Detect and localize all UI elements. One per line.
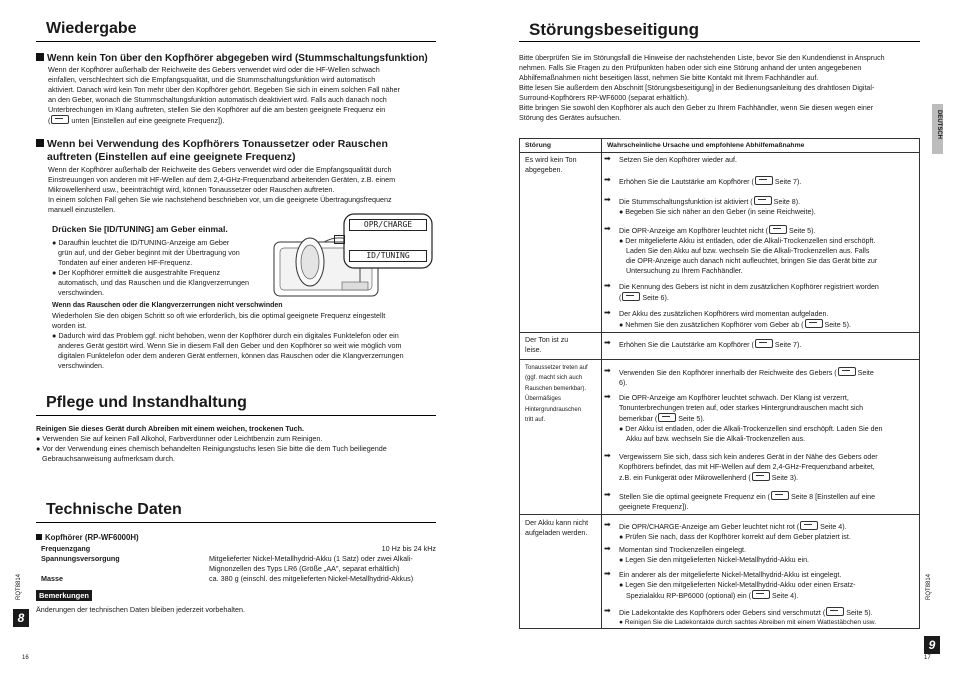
arrow-right-icon: ➡ [604, 569, 611, 578]
arrow-right-icon: ➡ [604, 224, 611, 233]
page-reference-icon [800, 521, 818, 530]
page-reference-icon [622, 292, 640, 301]
remedy: Die Kennung des Gebers ist nicht in dem zusätzlichen Kopfhörer registriert worden ( Seite 6). [619, 283, 879, 302]
opr-charge-button[interactable]: OPR/CHARGE [349, 219, 427, 231]
problem-no-sound: Es wird kein Ton abgegeben. [525, 156, 577, 174]
arrow-right-icon: ➡ [604, 281, 611, 290]
remedy: Der Akku des zusätzlichen Kopfhörers wird momentan aufgeladen. ● Nehmen Sie den zusätzlichen Kopfhörer vom Geber ab ( Seite 5). [619, 310, 851, 329]
remedy: Die OPR-Anzeige am Kopfhörer leuchtet schwach. Der Klang ist verzerrt, Tonunterbrechungen treten auf, oder starkes Hintergrundrauschen macht sich bemerkbar ( Seite 5). ● Der Akku ist entladen, oder die Alkali-Trockenzellen sind erschöpft. Laden Sie den Akku auf bzw. wechseln Sie die Alkali-Trockenzellen aus. [619, 394, 883, 443]
indicator-light-icon [334, 235, 345, 244]
remedy: Verwenden Sie den Kopfhörer innerhalb der Reichweite des Gebers ( Seite 6). [619, 369, 874, 387]
heading-muting: Wenn kein Ton über den Kopfhörer abgegeben wird (Stummschaltungsfunktion) [36, 53, 428, 66]
doc-code-left: RQT8814 [16, 573, 22, 600]
care-text: Reinigen Sie dieses Gerät durch Abreiben mit einem weichen, trockenen Tuch. ● Verwenden Sie auf keinen Fall Alkohol, Farbverdünner oder Leichtbenzin zum Reinigen. ● Vor der Verwendung eines chemisch behandelten Reinigungstuchs lesen Sie bitte die dem Tuch beiliegende Gebrauchsanweisung aufmerksam durch. [36, 424, 387, 463]
spec-title: Kopfhörer (RP-WF6000H) [36, 533, 139, 542]
page-number: 16 [22, 655, 29, 661]
problem-too-quiet: Der Ton ist zu leise. [525, 336, 569, 354]
arrow-right-icon: ➡ [604, 392, 611, 401]
arrow-right-icon: ➡ [604, 366, 611, 375]
arrow-right-icon: ➡ [604, 175, 611, 184]
remedy: Die Ladekontakte des Kopfhörers oder Gebers sind verschmutzt ( Seite 5). ● Reinigen Sie die Ladekontakte durch sachtes Abreiben mit einem Wattestäbchen usw. [619, 609, 877, 626]
spec-row: Frequenzgang 10 Hz bis 24 kHz [41, 544, 436, 553]
square-bullet-icon [36, 534, 42, 540]
page-reference-icon [838, 367, 856, 376]
remedy: Setzen Sie den Kopfhörer wieder auf. [619, 156, 737, 164]
remedy: Die OPR/CHARGE-Anzeige am Geber leuchtet nicht rot ( Seite 4). ● Prüfen Sie nach, dass der Kopfhörer korrekt auf dem Geber platziert ist. [619, 523, 851, 541]
spec-row: Spannungsversorgung Mitgelieferter Nickel-Metallhydrid-Akku (1 Satz) oder zwei Alkali- Mignonzellen des Typs LR6 (Größe „AA", separat erhältlich) [41, 554, 413, 573]
heading-noise: Wenn bei Verwendung des Kopfhörers Tonaussetzer oder Rauschen auftreten (Einstellen auf eine geeignete Frequenz) [36, 138, 436, 163]
remedy: Erhöhen Sie die Lautstärke am Kopfhörer ( Seite 7). [619, 178, 802, 186]
page-reference-icon [51, 115, 69, 124]
section-title-pflege: Pflege und Instandhaltung [46, 394, 247, 411]
arrow-right-icon: ➡ [604, 490, 611, 499]
remedy: Die Stummschaltungsfunktion ist aktiviert ( Seite 8). ● Begeben Sie sich näher an den Geber (in seine Reichweite). [619, 198, 816, 216]
remedy: Die OPR-Anzeige am Kopfhörer leuchtet nicht ( Seite 5). ● Der mitgelieferte Akku ist entladen, oder die Alkali-Trockenzellen sind erschöpft. Laden Sie den Akku auf bzw. wechseln Sie die Alkali-Trockenzellen aus. Falls die OPR-Anzeige auch danach nicht aufleuchtet, bringen Sie das Gerät bitte zur Untersuchung zu Ihrem Fachhändler. [619, 227, 878, 275]
problem-no-charge: Der Akku kann nicht aufgeladen werden. [525, 519, 589, 537]
arrow-right-icon: ➡ [604, 451, 611, 460]
section-title-wiedergabe: Wiedergabe [46, 20, 137, 37]
title-rule [36, 415, 436, 416]
page-reference-icon [805, 319, 823, 328]
remedy: Stellen Sie die optimal geeignete Frequenz ein ( Seite 8 [Einstellen auf eine geeignete Frequenz]). [619, 493, 876, 511]
arrow-right-icon: ➡ [604, 195, 611, 204]
page-reference-icon [754, 196, 772, 205]
id-tuning-button[interactable]: ID/TUNING [349, 250, 427, 262]
bullets-id-tuning: ● Daraufhin leuchtet die ID/TUNING-Anzeige am Geber grün auf, und der Geber beginnt mit der Übertragung von Tondaten auf einer anderen HF-Frequenz. ● Der Kopfhörer ermittelt die ausgestrahlte Frequenz automatisch, und das Rauschen und die Klangverzerrungen verschwinden. [52, 238, 249, 297]
note-title: Wenn das Rauschen oder die Klangverzerrungen nicht verschwinden [52, 302, 283, 309]
page-number-badge: 8 [13, 609, 29, 627]
arrow-right-icon: ➡ [604, 338, 611, 347]
arrow-right-icon: ➡ [604, 154, 611, 163]
title-rule [36, 41, 436, 42]
spec-row: Masse ca. 380 g (einschl. des mitgelieferten Nickel-Metallhydrid-Akkus) [41, 574, 414, 583]
page-reference-icon [769, 225, 787, 234]
page-number: 17 [924, 655, 931, 661]
section-title-stoerung: Störungsbeseitigung [529, 20, 699, 39]
page-number-badge: 9 [924, 636, 940, 654]
square-bullet-icon [36, 53, 44, 61]
page-reference-icon [752, 472, 770, 481]
note-text: Wiederholen Sie den obigen Schritt so oft wie erforderlich, bis die optimal geeignete Frequenz eingestellt worden ist. ● Dadurch wird das Problem ggf. nicht behoben, wenn der Kopfhörer durch ein digitales Funktelefon oder ein anderes Gerät gestört wird. Wenn Sie in diesem Fall den Geber und den Kopfhörer so weit wie möglich vom digitalen Funktelefon oder dem anderen Gerät entfernen, können das Rauschen oder die Klangverzerrungen verschwinden. [52, 311, 404, 370]
problem-noise: Tonaussetzer treten auf (ggf. macht sich auch Rauschen bemerkbar). Übermäßiges Hintergrundrauschen tritt auf. [525, 365, 588, 424]
page-reference-icon [752, 590, 770, 599]
arrow-right-icon: ➡ [604, 544, 611, 553]
remarks-text: Änderungen der technischen Daten bleiben jederzeit vorbehalten. [36, 605, 245, 614]
column-header-stoerung: Störung [525, 142, 552, 149]
title-rule [519, 41, 920, 42]
title-rule [36, 522, 436, 523]
instruction-press-id-tuning: Drücken Sie [ID/TUNING] am Geber einmal. [52, 224, 228, 234]
page-reference-icon [771, 491, 789, 500]
remedy: Vergewissern Sie sich, dass sich kein anderes Gerät in der Nähe des Gebers oder Kopfhörers befindet, das mit HF-Wellen auf dem 2,4-GHz-Frequenzband arbeitet, z.B. ein Funkgerät oder Mikrowellenherd ( Seite 3). [619, 453, 878, 482]
page-reference-icon [755, 176, 773, 185]
page-reference-icon [658, 413, 676, 422]
column-header-ursache: Wahrscheinliche Ursache und empfohlene Abhilfemaßnahme [607, 142, 805, 149]
spec-table [41, 544, 436, 584]
square-bullet-icon [36, 139, 44, 147]
doc-code-right: RQT8814 [926, 573, 932, 600]
intro-text: Bitte überprüfen Sie im Störungsfall die Hinweise der nachstehenden Liste, bevor Sie den Kundendienst in Anspruch nehmen. Falls Sie Fragen zu den Prüfpunkten haben oder sich eine Störung anhand der unten angegebenen Abhilfemaßnahmen nicht beseitigen lässt, nehmen Sie bitte Kontakt mit Ihrem Fachhändler auf. Bitte lesen Sie außerdem den Abschnitt [Störungsbeseitigung] in der Bedienungsanleitung des drahtlosen Digital- Surround-Kopfhörers RP-WF6000 (separat erhältlich). Bitte bringen Sie sowohl den Kopfhörer als auch den Geber zu Ihrem Fachhändler, wenn Sie diesen wegen einer Störung des Gerätes aufsuchen. [519, 54, 885, 122]
remedy: Momentan sind Trockenzellen eingelegt. ● Legen Sie den mitgelieferten Nickel-Metallhydrid-Akku ein. [619, 546, 810, 564]
troubleshooting-table [519, 138, 920, 629]
arrow-right-icon: ➡ [604, 520, 611, 529]
paragraph-noise: Wenn der Kopfhörer außerhalb der Reichweite des Gebers verwendet wird oder die Empfangsqualität durch Einstreuungen von anderen mit HF-Wellen auf dem 2,4-GHz-Frequenzband arbeitenden Geräten, z.B. einem Mikrowellenherd usw., beeinträchtigt wird, können Tonaussetzer oder Rauschen auftreten. In einem solchen Fall gehen Sie wie nachstehend beschrieben vor, um die geeignete Übertragungsfrequenz manuell einzustellen. [48, 165, 396, 214]
page-reference-icon [755, 339, 773, 348]
arrow-right-icon: ➡ [604, 606, 611, 615]
remedy: Ein anderer als der mitgelieferte Nickel-Metallhydrid-Akku ist eingelegt. ● Legen Sie den mitgelieferten Nickel-Metallhydrid-Akku oder einen Ersatz- Spezialakku RP-BP6000 (optional) ein ( Seite 4). [619, 571, 856, 600]
remedy: Erhöhen Sie die Lautstärke am Kopfhörer ( Seite 7). [619, 341, 802, 349]
page-reference-icon [826, 607, 844, 616]
remarks-label: Bemerkungen [36, 590, 92, 601]
paragraph-muting: Wenn der Kopfhörer außerhalb der Reichweite des Gebers verwendet wird oder die HF-Wellen schwach einfallen, verschlechtert sich die Empfangsqualität, und die Stummschaltungsfunktion wird automatisch aktiviert. Danach wird kein Ton mehr über den Kopfhörer gehört. Begeben Sie sich in einem solchen Fall näher an den Geber, wonach die Stummschaltungsfunktion automatisch deaktiviert wird. Falls auch danach noch Unterbrechungen im Klang auftreten, stellen Sie den Kopfhörer auf die am besten geeignete Frequenz ein ( unten [Einstellen auf eine geeignete Frequenz]). [48, 65, 400, 125]
section-title-technische-daten: Technische Daten [46, 501, 182, 518]
arrow-right-icon: ➡ [604, 308, 611, 317]
language-tab: DEUTSCH [932, 104, 943, 154]
